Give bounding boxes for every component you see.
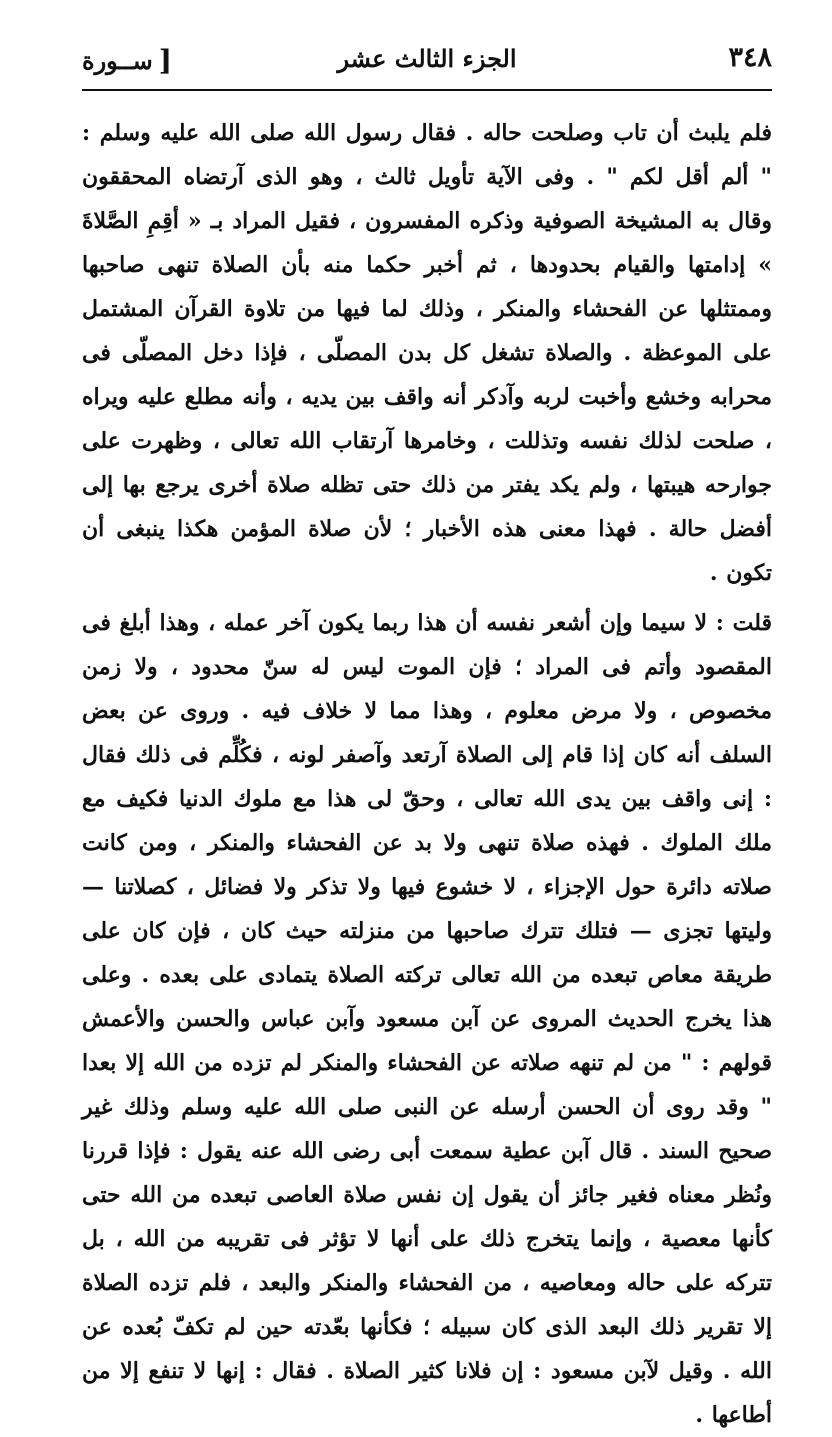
surah-label (82, 44, 172, 77)
surah-text: ســورة (82, 46, 153, 75)
header-rule (82, 89, 772, 91)
page-number: ٣٤٨ (728, 42, 772, 73)
running-title: الجزء الثالث عشر (337, 44, 517, 73)
paragraph: قلت : لا سيما وإن أشعر نفسه أن هذا ربما يكون آخر عمله ، وهذا أبلغ فى المقصود وأتم فى المراد ؛ فإن الموت ليس له سنّ محدود ، ولا زمن مخصوص ، ولا مرض معلوم ، وهذا مما لا خلاف فيه . وروى عن بعض السلف أنه كان إذا قام إلى الصلاة آرتعد وآصفر لونه ، فكُلِّم فى ذلك فقال : إنى واقف بين يدى الله تعالى ، وحقّ لى هذا مع ملوك الدنيا فكيف مع ملك الملوك . فهذه صلاة تنهى ولا بد عن الفحشاء والمنكر ، ومن كانت صلاته دائرة حول الإجزاء ، لا خشوع فيها ولا تذكر ولا فضائل ، كصلاتنا — وليتها تجزى — فتلك تترك صاحبها من منزلته حيث كان ، فإن كان على طريقة معاص تبعده من الله تعالى تركته الصلاة يتمادى على بعده . وعلى هذا يخرج الحديث المروى عن آبن مسعود وآبن عباس والحسن والأعمش قولهم : " من لم تنهه صلاته عن الفحشاء والمنكر لم تزده من الله إلا بعدا " وقد روى أن الحسن أرسله عن النبى صلى الله عليه وسلم وذلك غير صحيح السند . قال آبن عطية سمعت أبى رضى الله عنه يقول : فإذا قررنا ونُظر معناه فغير جائز أن يقول إن نفس صلاة العاصى تبعده من الله حتى كأنها معصية ، وإنما يتخرج ذلك على أنها لا تؤثر فى تقريبه من الله ، بل تتركه على حاله ومعاصيه ، من الفحشاء والمنكر والبعد ، فلم تزده الصلاة إلا تقرير ذلك البعد الذى كان سبيله ؛ فكأنها بعّدته حين لم تكفّ بُعده عن الله . وقيل لآبن مسعود : إن فلانا كثير الصلاة . فقال : إنها لا تنفع إلا من أطاعها . (82, 610, 772, 1428)
body-text (82, 105, 772, 1437)
paragraph: فلم يلبث أن تاب وصلحت حاله . فقال رسول الله صلى الله عليه وسلم : " ألم أقل لكم " . وفى الآية تأويل ثالث ، وهو الذى آرتضاه المحققون وقال به المشيخة الصوفية وذكره المفسرون ، فقيل المراد بـ « أقِمِ الصَّلاةَ » إدامتها والقيام بحدودها ، ثم أخبر حكما منه بأن الصلاة تنهى صاحبها وممتثلها عن الفحشاء والمنكر ، وذلك لما فيها من تلاوة القرآن المشتمل على الموعظة . والصلاة تشغل كل بدن المصلّى ، فإذا دخل المصلّى فى محرابه وخشع وأخبت لربه وآدكر أنه واقف بين يديه ، وأنه مطلع عليه ويراه ، صلحت لذلك نفسه وتذللت ، وخامرها آرتقاب الله تعالى ، وظهرت على جوارحه هيبتها ، ولم يكد يفتر من ذلك حتى تظله صلاة أخرى يرجع بها إلى أفضل حالة . فهذا معنى هذه الأخبار ؛ لأن صلاة المؤمن هكذا ينبغى أن تكون . (82, 120, 772, 586)
page-header (82, 38, 772, 88)
surah-bracket: [ (158, 44, 172, 77)
